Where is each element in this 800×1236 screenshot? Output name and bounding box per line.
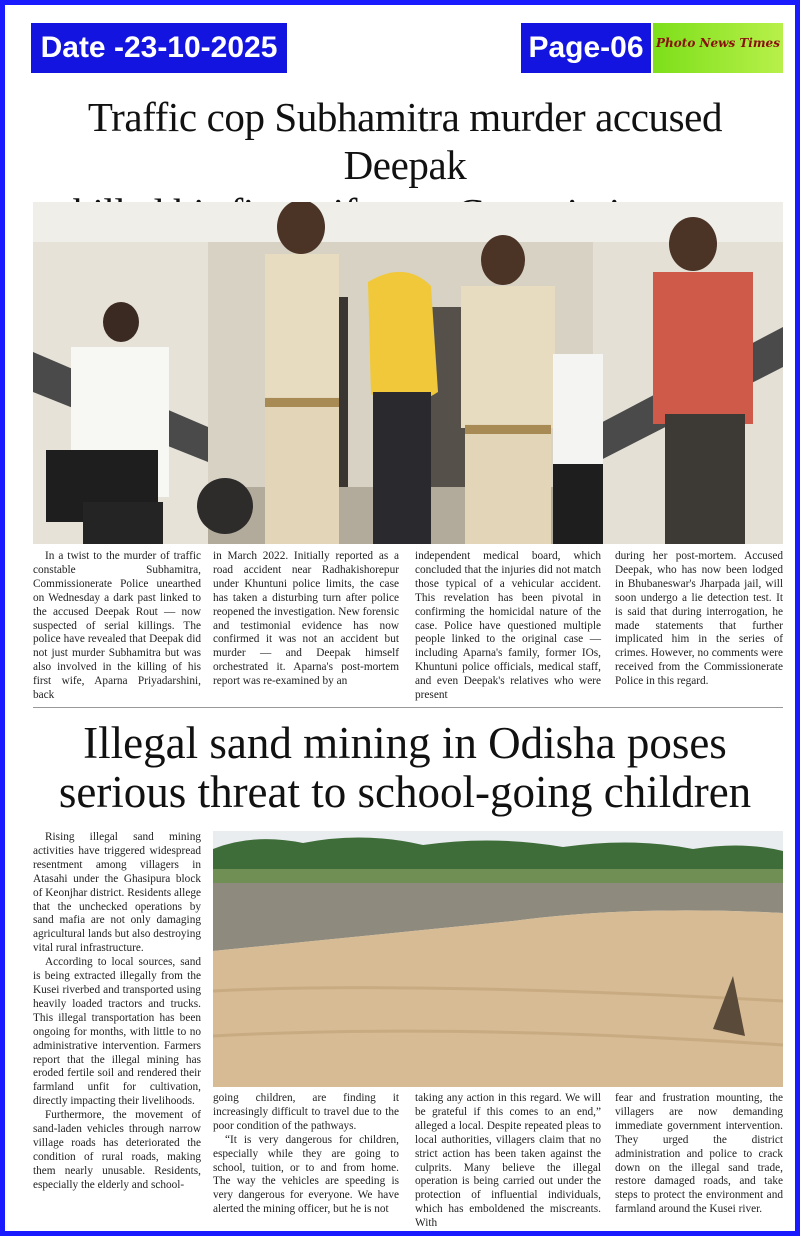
story2-column-1: Rising illegal sand mining activities have triggered widespread resentment among villagers in Atasahi under the Ghasipura block of Keonjhar district. Residents allege that the unchecked operations by sand mafia are not only damaging agricultural lands but also destroying vital rural infrastructure. According to local sources, sand is being extracted illegally from the Kusei riverbed and transported using heavily loaded tractors and trucks. This illegal transportation has been ongoing for months, with little to no administrative intervention. Farmers report that the illegal mining has eroded fertile soil and rendered their farmland unfit for cultivation, directly impacting their livelihoods. Furthermore, the movement of sand-laden vehicles through narrow village roads has deteriorated the condition of rural roads, making them nearly unusable. Residents, especially the elderly and school- xyxy=(33,831,201,1191)
logo-text: Photo News Times xyxy=(656,36,780,50)
page-number-badge: Page-06 xyxy=(521,23,651,73)
story2-headline-line2: serious threat to school-going children xyxy=(58,767,752,817)
story2-column-4: fear and frustration mounting, the villagers are now demanding immediate government intervention. They urged the district administration and police to crack down on the illegal sand trade, restore damaged roads, and take steps to protect the environment and farmland around the Kusei river. xyxy=(615,1092,783,1216)
section-divider xyxy=(33,707,783,708)
story2-column-3: taking any action in this regard. We will be grateful if this comes to an end,” alleged a local. Despite repeated pleas to local authorities, villagers claim that no strict action has been taken against the culprits. Many believe the illegal operation is being carried out under the protection of influential individuals, which has emboldened the miscreants. With xyxy=(415,1092,601,1230)
story1-column-2: in March 2022. Initially reported as a road accident near Radhakishorepur under Khuntuni police limits, the case has taken a disturbing turn after police reopened the investigation. New forensic and testimonial evidence has now confirmed it was not an accident but murder — and Deepak himself orchestrated it. Aparna's post-mortem report was re-examined by an xyxy=(213,550,399,688)
story1-headline-line1: Traffic cop Subhamitra murder accused Deepak xyxy=(87,94,723,188)
story2-headline xyxy=(25,719,785,817)
story1-photo xyxy=(33,202,783,544)
story2-column-2: going children, are finding it increasingly difficult to travel due to the poor condition of the pathways. “It is very dangerous for children, especially while they are going to school, tuition, or to and from home. The way the vehicles are speeding is very dangerous for everyone. We have alerted the mining officer, but he is not xyxy=(213,1092,399,1216)
date-badge: Date -23-10-2025 xyxy=(31,23,287,73)
photo-news-times-logo xyxy=(653,23,783,73)
story2-photo xyxy=(213,831,783,1087)
story1-column-4: during her post-mortem. Accused Deepak, who has now been lodged in Bhubaneswar's Jharpada jail, will soon undergo a lie detection test. It is said that during interrogation, he made statements that further implicated him in the series of crimes. However, no comments were received from the Commissionerate Police in this regard. xyxy=(615,550,783,688)
story2-headline-line1: Illegal sand mining in Odisha poses xyxy=(83,718,727,768)
story1-column-1: In a twist to the murder of traffic constable Subhamitra, Commissionerate Police unearthed on Wednesday a dark past linked to the accused Deepak Rout — now suspected of serial killings. The police have revealed that Deepak did not just murder Subhamitra but was also involved in the killing of his first wife, Aparna Priyadarshini, back xyxy=(33,550,201,702)
story1-column-3: independent medical board, which concluded that the injuries did not match those typical of a vehicular accident. This revelation has been pivotal in confirming the homicidal nature of the case. Police have questioned multiple people linked to the original case — including Aparna's family, former IOs, Khuntuni police officials, medical staff, and even Deepak's relatives who were present xyxy=(415,550,601,702)
